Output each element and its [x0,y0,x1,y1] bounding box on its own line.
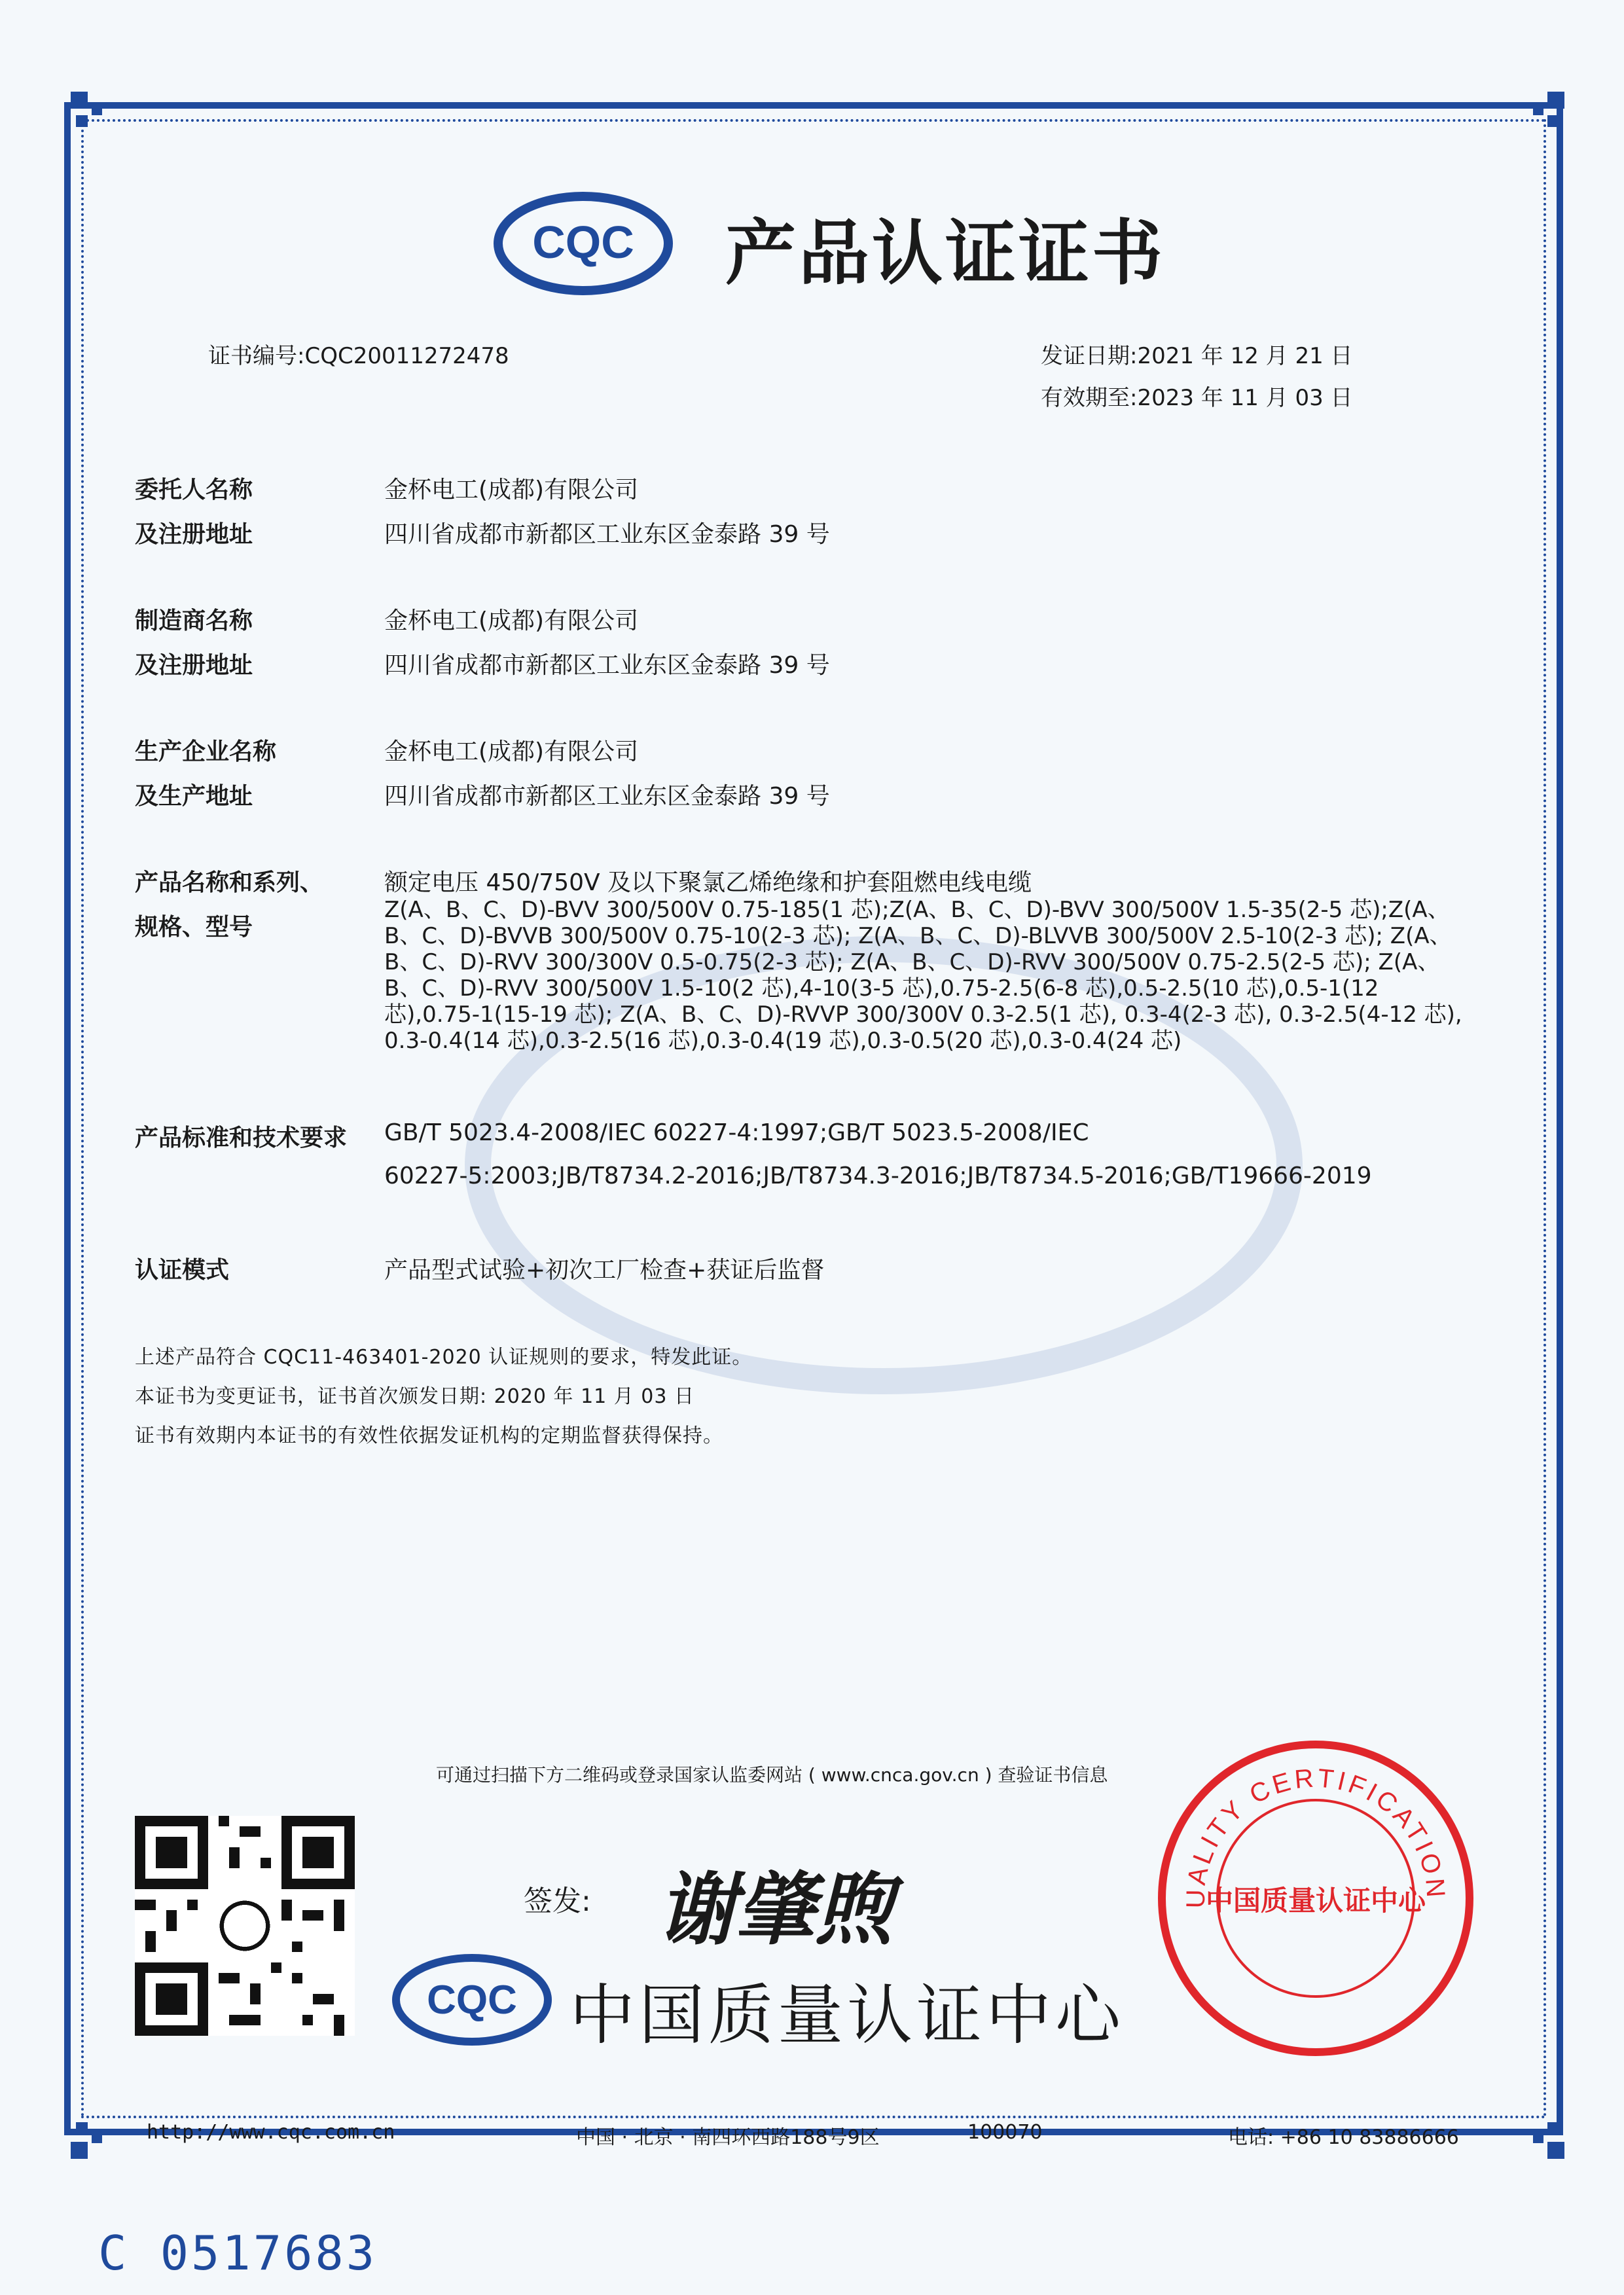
corner-ornament-bottom-left [71,2120,110,2159]
svg-text:CHINA QUALITY CERTIFICATION CE [1152,1735,1451,1908]
factory-address: 四川省成都市新都区工业东区金泰路 39 号 [384,783,830,810]
standard-label: 产品标准和技术要求 [135,1125,348,1151]
signature: 谢肇煦 [657,1864,893,1956]
factory-name: 金杯电工(成都)有限公司 [384,738,639,765]
footer-address: 中国 · 北京 · 南四环西路188号9区 [576,2126,880,2149]
client-name: 金杯电工(成都)有限公司 [384,477,639,503]
issuer-name: 中国质量认证中心 [569,1977,1125,2053]
valid-date-label: 有效期至: [1041,385,1138,411]
product-models: Z(A、B、C、D)-BVV 300/500V 0.75-185(1 芯);Z(A、B、C、D)-BVV 300/500V 1.5-35(2-5 芯);Z(A、B、C、D)-BVVB 300/500V 0.75-10(2-3 芯); Z(A、B、C、D)-BLVVB 300/500V 2.5-10(2-3 芯); Z(A、B、C、D)-RVV 300/300V 0.5-0.75(2-3 芯); Z(A、B、C、D)-RVV 300/500V 0.75-2.5(2-5 芯); Z(A、B、C、D)-RVV 300/500V 1.5-10(2 芯),4-10(3-5 芯),0.75-2.5(6-8 芯),0.5-2.5(10 芯),0.5-1(12 芯),0.75-1(15-19 芯); Z(A、B、C、D)-RVVP 300/300V 0.3-2.5(1 芯), 0.3-4(2-3 芯), 0.3-2.5(4-12 芯), 0.3-0.4(14 芯),0.3-2.5(16 芯),0.3-0.4(19 芯),0.3-0.5(20 芯),0.3-0.4(24 芯) [384,897,1462,1054]
manufacturer-name: 金杯电工(成都)有限公司 [384,607,639,634]
product-label-line2: 规格、型号 [135,914,253,941]
cert-no-label: 证书编号: [208,343,305,369]
cqc-logo-text: CQC [532,217,634,268]
issuer-logo-text: CQC [427,1978,517,2023]
product-label-line1: 产品名称和系列、 [135,869,324,896]
page-title: 产品认证证书 [725,213,1166,295]
issuer-cqc-logo [390,1952,554,2048]
note-line3: 证书有效期内本证书的有效性依据发证机构的定期监督获得保持。 [135,1424,723,1447]
seal-inner-text: 中国质量认证中心 [1205,1885,1426,1917]
client-name-label: 委托人名称 [135,477,253,503]
footer-phone: 电话: +86 10 83886666 [1228,2126,1459,2149]
official-seal [1152,1735,1479,2062]
seal-outer-text: UALITY CERTIFICATION [1181,1763,1451,1909]
mode-label: 认证模式 [135,1257,230,1284]
standard-line2: 60227-5:2003;JB/T8734.2-2016;JB/T8734.3-2016;JB/T8734.5-2016;GB/T19666-2019 [384,1163,1372,1189]
standard-line1: GB/T 5023.4-2008/IEC 60227-4:1997;GB/T 5023.5-2008/IEC [384,1119,1089,1146]
issue-date-label: 发证日期: [1041,343,1138,369]
serial-number: C 0517683 [98,2226,378,2281]
cqc-logo [492,191,674,296]
valid-date-row [1041,380,1353,412]
corner-ornament-top-right [1525,92,1564,131]
note-line2: 本证书为变更证书，证书首次颁发日期: 2020 年 11 月 03 日 [135,1385,695,1408]
verify-text: 可通过扫描下方二维码或登录国家认监委网站 ( www.cnca.gov.cn ) 查验证书信息 [436,1764,1108,1786]
qr-code[interactable] [135,1816,355,2036]
corner-ornament-top-left [71,92,110,131]
note-line1: 上述产品符合 CQC11-463401-2020 认证规则的要求，特发此证。 [135,1346,753,1369]
client-address: 四川省成都市新都区工业东区金泰路 39 号 [384,521,830,548]
valid-date: 2023 年 11 月 03 日 [1137,385,1353,411]
signature-label: 签发: [524,1885,591,1918]
corner-ornament-bottom-right [1525,2120,1564,2159]
footer-url: http://www.cqc.com.cn [147,2121,395,2144]
product-name: 额定电压 450/750V 及以下聚氯乙烯绝缘和护套阻燃电线电缆 [384,869,1032,896]
issue-date: 2021 年 12 月 21 日 [1137,343,1353,369]
cert-no: CQC20011272478 [304,343,509,369]
manufacturer-name-label: 制造商名称 [135,607,253,634]
factory-addr-label: 及生产地址 [135,783,253,810]
client-addr-label: 及注册地址 [135,521,253,548]
certification-mode: 产品型式试验+初次工厂检查+获证后监督 [384,1257,825,1284]
cert-no-row [208,338,509,370]
manufacturer-address: 四川省成都市新都区工业东区金泰路 39 号 [384,652,830,679]
issue-date-row [1041,338,1353,370]
factory-name-label: 生产企业名称 [135,738,277,765]
manufacturer-addr-label: 及注册地址 [135,652,253,679]
footer-postcode: 100070 [967,2121,1043,2144]
